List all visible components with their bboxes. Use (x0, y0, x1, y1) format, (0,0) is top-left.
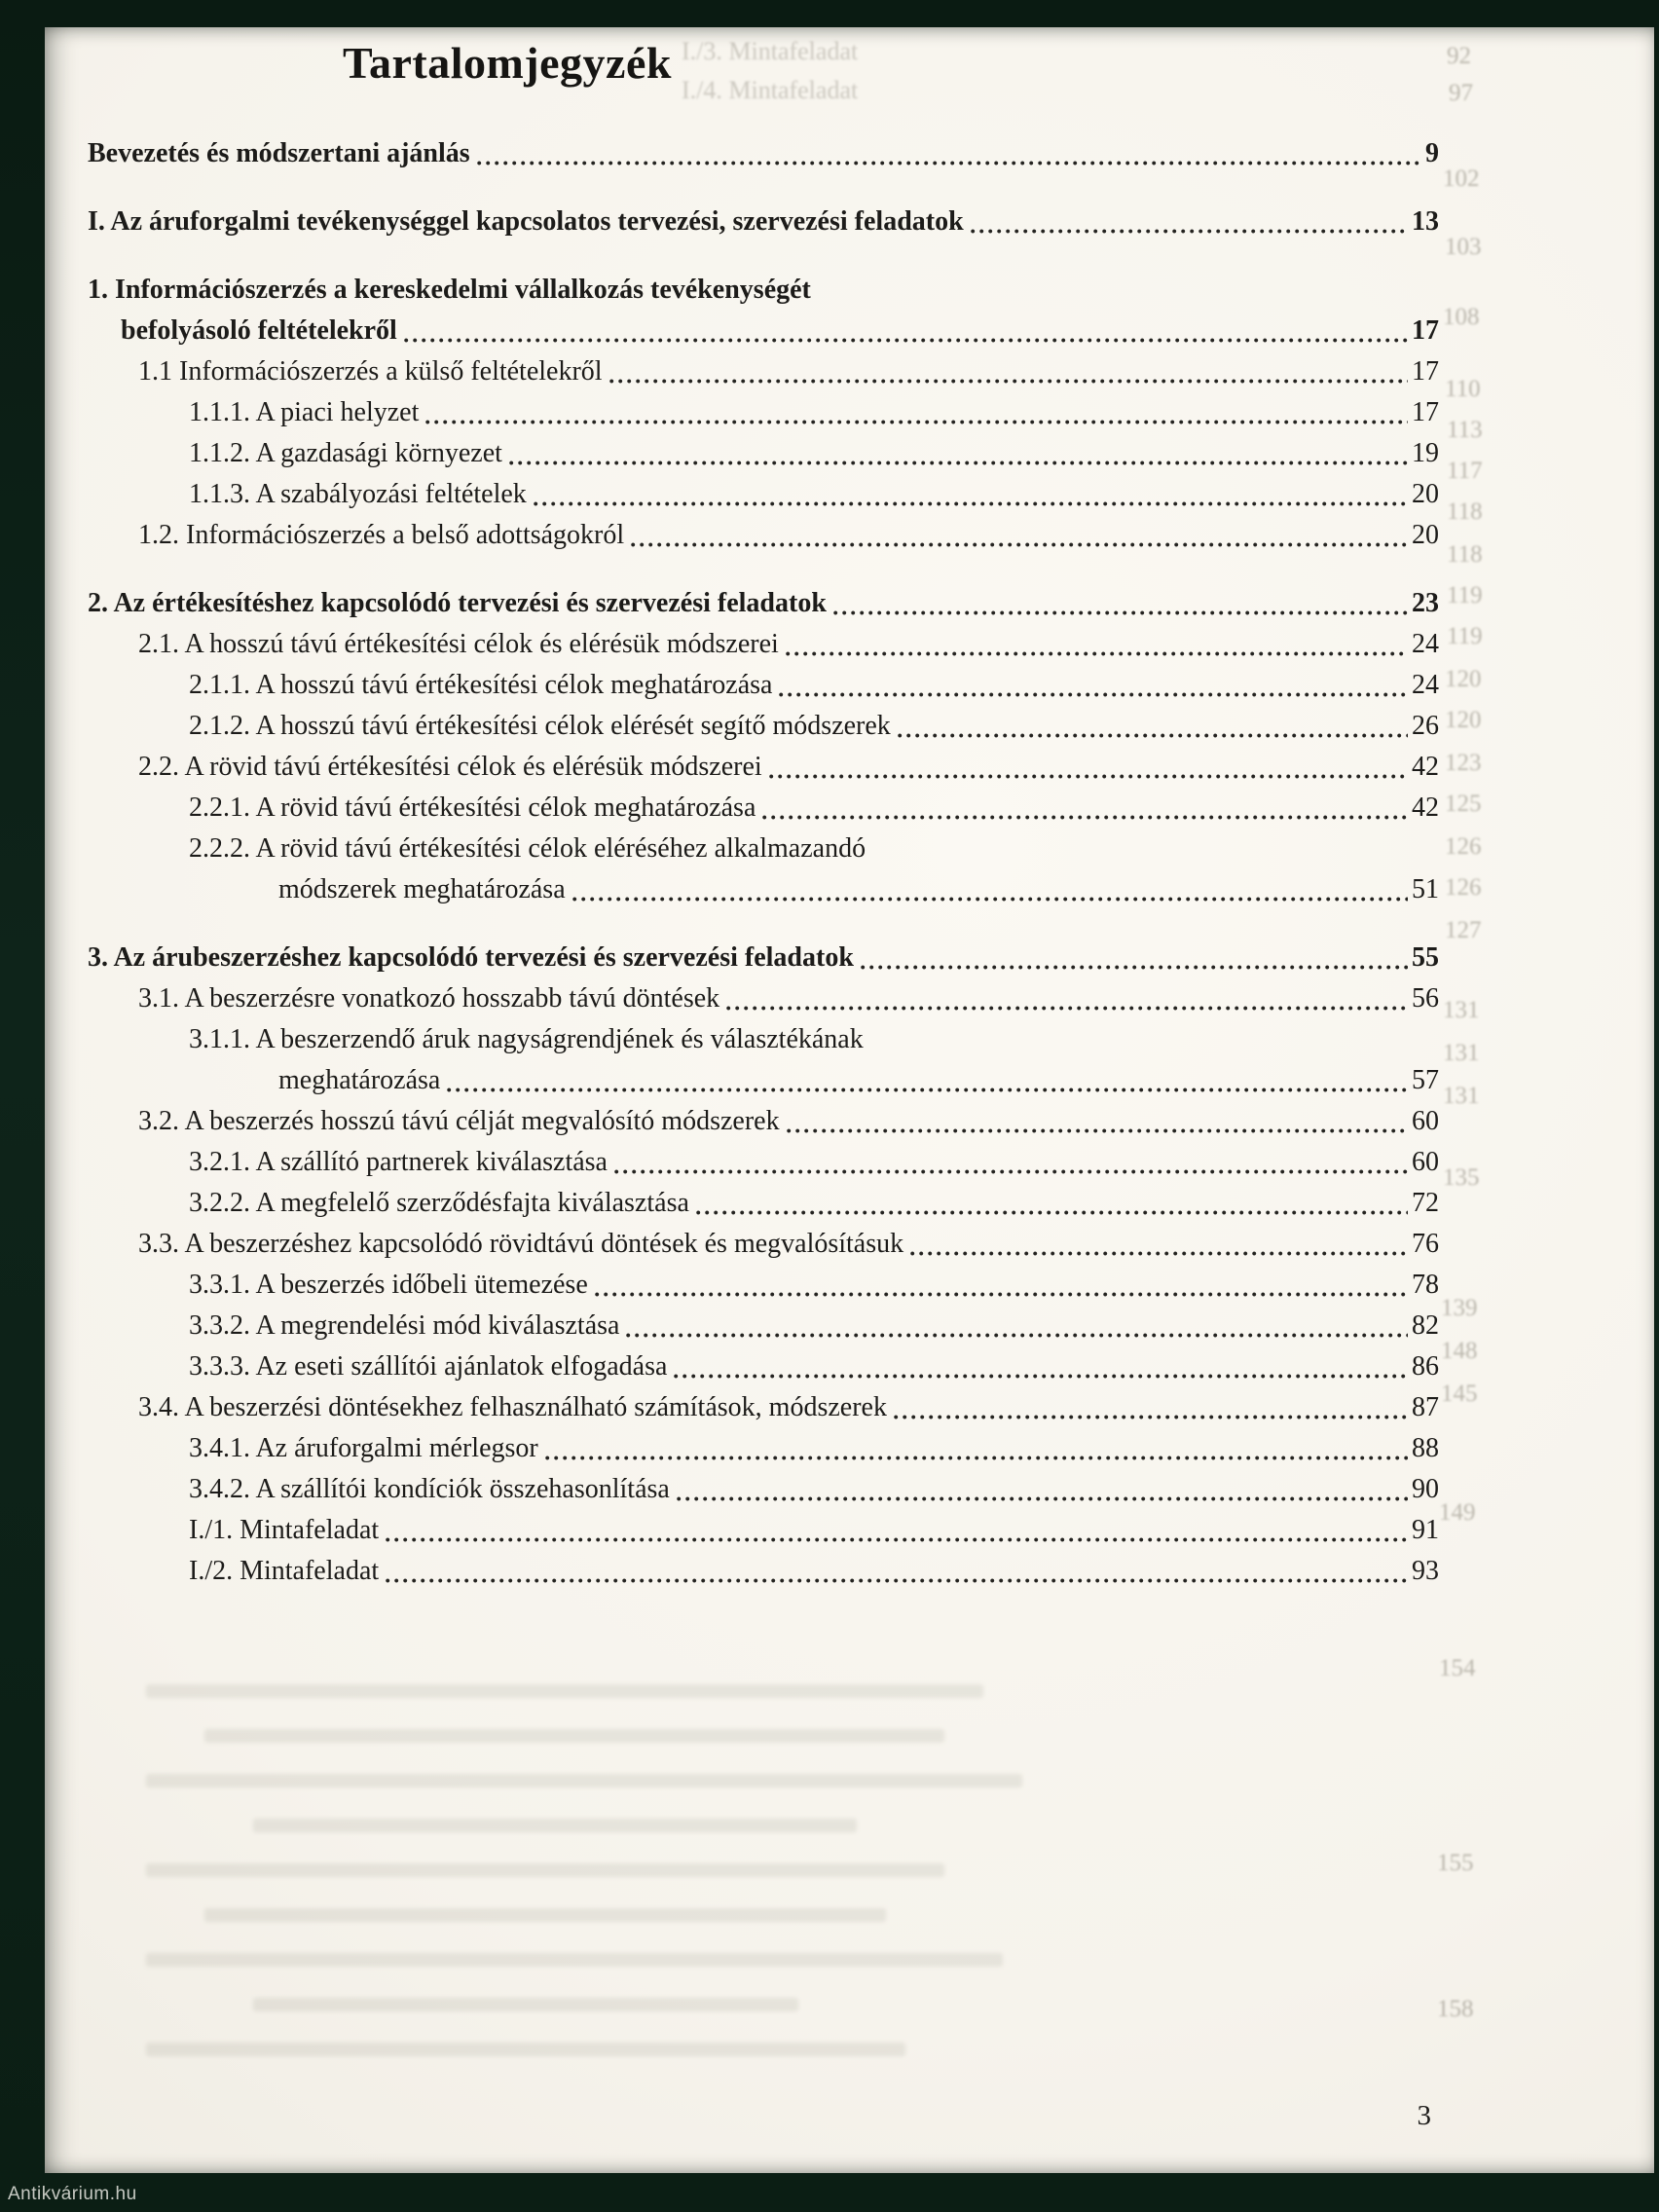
toc-entry-row (88, 624, 1439, 665)
page-number: 60 (1412, 1147, 1439, 1177)
toc-entry-text: 1.1 Információszerzés a külső feltételekről (138, 356, 603, 387)
toc-entry-text: Bevezetés és módszertani ajánlás (88, 138, 470, 168)
leader-dots (425, 420, 1408, 424)
page-number: 17 (1412, 397, 1439, 427)
toc-entry-text: befolyásoló feltételekről (121, 315, 397, 346)
toc-entry-row (88, 583, 1439, 624)
bleedthrough-number: 126 (1445, 833, 1482, 860)
page-number: 60 (1412, 1106, 1439, 1136)
leader-dots (572, 897, 1408, 902)
toc-entry-row (88, 1551, 1439, 1592)
leader-dots (861, 965, 1408, 970)
bleedthrough-number: 148 (1441, 1338, 1478, 1364)
bleedthrough-number: 126 (1445, 874, 1482, 901)
page-number: 55 (1412, 942, 1439, 973)
toc-entry-row (88, 1265, 1439, 1306)
leader-dots (898, 733, 1408, 738)
page-number: 19 (1412, 438, 1439, 468)
leader-dots (726, 1006, 1408, 1011)
toc-entry-text: 1.1.2. A gazdasági környezet (189, 438, 502, 468)
toc-entry-text: I./2. Mintafeladat (189, 1556, 380, 1586)
toc-entry-row (88, 1101, 1439, 1142)
bleedthrough-number: 131 (1443, 1083, 1480, 1109)
toc-entry-row (88, 747, 1439, 788)
leader-dots (674, 1374, 1408, 1379)
toc-entry-text: 3.3.2. A megrendelési mód kiválasztása (189, 1310, 620, 1341)
toc-entry (88, 433, 1439, 474)
toc-entry-text: 2.2. A rövid távú értékesítési célok és elérésük módszerei (138, 752, 762, 782)
page-number: 76 (1412, 1229, 1439, 1259)
toc-entry (88, 829, 1439, 910)
page-number: 24 (1412, 629, 1439, 659)
toc-entry (88, 1346, 1439, 1387)
page-number: 82 (1412, 1310, 1439, 1341)
leader-dots (386, 1537, 1408, 1542)
toc-entry (88, 202, 1439, 242)
toc-entry-row (88, 311, 1439, 351)
toc-entry (88, 474, 1439, 515)
toc-entry (88, 392, 1439, 433)
bleedthrough-number: 118 (1447, 498, 1483, 525)
toc-entry (88, 938, 1439, 978)
toc-entry-wrap-line (88, 1019, 1439, 1060)
page-number: 56 (1412, 983, 1439, 1014)
toc-entry-row (88, 665, 1439, 706)
bleedthrough-number: 97 (1449, 80, 1473, 106)
page-number: 24 (1412, 670, 1439, 700)
bleedthrough-text: I./4. Mintafeladat (682, 76, 859, 104)
leader-dots (614, 1169, 1408, 1174)
bleedthrough-number: 113 (1447, 417, 1483, 443)
toc-entry-row (88, 938, 1439, 978)
toc-entry-row (88, 978, 1439, 1019)
page-number: 91 (1412, 1515, 1439, 1545)
toc-entry-row (88, 1224, 1439, 1265)
toc-entry-row (88, 433, 1439, 474)
leader-dots (447, 1088, 1408, 1092)
leader-dots (910, 1251, 1408, 1256)
toc-entry-text: 1. Információszerzés a kereskedelmi vállalkozás tevékenységét (88, 275, 811, 305)
toc-entry-row (88, 351, 1439, 392)
leader-dots (477, 161, 1421, 166)
page-number: 90 (1412, 1474, 1439, 1504)
page-number: 13 (1412, 206, 1439, 237)
bleedthrough-number: 125 (1445, 791, 1482, 817)
page-number: 51 (1412, 874, 1439, 904)
toc-entry-text: 3.4.2. A szállítói kondíciók összehasonlítása (189, 1474, 670, 1504)
toc-entry-row (88, 1060, 1439, 1101)
toc-entry (88, 706, 1439, 747)
toc-entry-text: meghatározása (278, 1065, 441, 1095)
toc-entry-row (88, 1510, 1439, 1551)
leader-dots (787, 1128, 1408, 1133)
bleedthrough-text: I./3. Mintafeladat (682, 37, 859, 65)
page-number: 42 (1412, 752, 1439, 782)
bleedthrough-number: 110 (1445, 376, 1481, 402)
bleedthrough-number: 123 (1445, 750, 1482, 776)
toc-entry (88, 624, 1439, 665)
page-number: 57 (1412, 1065, 1439, 1095)
toc-entry (88, 1142, 1439, 1183)
bleedthrough-number: 108 (1443, 304, 1480, 330)
bleedthrough-number: 120 (1445, 666, 1482, 692)
leader-dots (545, 1456, 1408, 1460)
page-number: 23 (1412, 588, 1439, 618)
page-number: 26 (1412, 711, 1439, 741)
bleedthrough-number: 120 (1445, 707, 1482, 733)
toc-entry-text: 3.3.3. Az eseti szállítói ajánlatok elfogadása (189, 1351, 668, 1382)
toc-entry-text: 3. Az árubeszerzéshez kapcsolódó tervezési és szervezési feladatok (88, 942, 854, 973)
page-number: 87 (1412, 1392, 1439, 1422)
leader-dots (894, 1415, 1408, 1419)
page-number: 88 (1412, 1433, 1439, 1463)
bleedthrough-number: 119 (1447, 623, 1483, 649)
toc-entry-row (88, 515, 1439, 556)
toc-entry (88, 351, 1439, 392)
leader-dots (677, 1496, 1408, 1501)
bleedthrough-number: 131 (1443, 997, 1480, 1023)
bleedthrough-number: 131 (1443, 1040, 1480, 1066)
toc-content (88, 27, 1439, 1592)
bleedthrough-number: 117 (1447, 458, 1483, 484)
toc-entry-text: 1.2. Információszerzés a belső adottságokról (138, 520, 625, 550)
bleedthrough-number: 127 (1445, 917, 1482, 943)
toc-entry-wrap-line (88, 270, 1439, 311)
toc-entry-row (88, 474, 1439, 515)
page-number: 42 (1412, 793, 1439, 823)
toc-entry-text: 3.3.1. A beszerzés időbeli ütemezése (189, 1270, 588, 1300)
toc-entry (88, 1019, 1439, 1101)
leader-dots (534, 501, 1408, 506)
page-title: Tartalomjegyzék (343, 38, 672, 88)
toc-entry (88, 1428, 1439, 1469)
toc-entry-text: módszerek meghatározása (278, 874, 566, 904)
page-number: 9 (1425, 138, 1439, 168)
watermark: Antikvárium.hu (8, 2184, 137, 2204)
toc-entry (88, 1510, 1439, 1551)
bleedthrough-number: 103 (1445, 234, 1482, 260)
toc-entry (88, 1551, 1439, 1592)
toc-entry (88, 1469, 1439, 1510)
toc-entry-text: 2.1. A hosszú távú értékesítési célok és elérésük módszerei (138, 629, 779, 659)
toc-entry-text: 3.1. A beszerzésre vonatkozó hosszabb távú döntések (138, 983, 720, 1014)
toc-entry-row (88, 1306, 1439, 1346)
leader-dots (509, 461, 1408, 465)
toc-entry (88, 1387, 1439, 1428)
bleedthrough-number: 145 (1441, 1381, 1478, 1407)
toc-entry-text: 3.2. A beszerzés hosszú távú célját megvalósító módszerek (138, 1106, 780, 1136)
toc-entry-text: 3.2.1. A szállító partnerek kiválasztása (189, 1147, 608, 1177)
toc-entry-row (88, 1387, 1439, 1428)
page-number: 72 (1412, 1188, 1439, 1218)
toc-entry (88, 1306, 1439, 1346)
bleedthrough-number: 92 (1447, 43, 1471, 69)
toc-entry (88, 1265, 1439, 1306)
bleedthrough-number: 118 (1447, 541, 1483, 568)
toc-entry (88, 665, 1439, 706)
toc-entry-text: 3.4.1. Az áruforgalmi mérlegsor (189, 1433, 538, 1463)
toc-entry-row (88, 133, 1439, 174)
toc-entry-text: 2.2.1. A rövid távú értékesítési célok meghatározása (189, 793, 756, 823)
leader-dots (786, 651, 1408, 656)
toc-entry-text: 3.1.1. A beszerzendő áruk nagyságrendjének és választékának (189, 1024, 864, 1054)
toc-entry-row (88, 392, 1439, 433)
toc-entry (88, 583, 1439, 624)
toc-entry-row (88, 1428, 1439, 1469)
leader-dots (696, 1210, 1408, 1215)
toc-entry-row (88, 788, 1439, 829)
leader-dots (631, 542, 1408, 547)
toc-entry-text: 1.1.1. A piaci helyzet (189, 397, 420, 427)
footer-page-number: 3 (1417, 2100, 1431, 2131)
page-number: 78 (1412, 1270, 1439, 1300)
toc-entry-row (88, 1183, 1439, 1224)
leader-dots (971, 229, 1408, 234)
toc-entry-row (88, 1346, 1439, 1387)
toc-entry (88, 788, 1439, 829)
toc-entry-text: 2.2.2. A rövid távú értékesítési célok eléréséhez alkalmazandó (189, 833, 866, 864)
leader-dots (386, 1578, 1408, 1583)
leader-dots (762, 815, 1408, 820)
toc-entry (88, 515, 1439, 556)
toc-entry-row (88, 869, 1439, 910)
page-number: 93 (1412, 1556, 1439, 1586)
bleedthrough-number: 139 (1441, 1295, 1478, 1321)
bleedthrough-number: 149 (1439, 1499, 1476, 1526)
page-number: 17 (1412, 315, 1439, 346)
page-number: 20 (1412, 520, 1439, 550)
toc-entry (88, 1224, 1439, 1265)
leader-dots (779, 692, 1408, 697)
toc-entry-wrap-line (88, 829, 1439, 869)
toc-entry-text: I. Az áruforgalmi tevékenységgel kapcsolatos tervezési, szervezési feladatok (88, 206, 964, 237)
toc-entry-row (88, 1469, 1439, 1510)
leader-dots (609, 379, 1408, 384)
bleedthrough-number: 102 (1443, 166, 1480, 192)
toc-entry-text: 3.3. A beszerzéshez kapcsolódó rövidtávú döntések és megvalósításuk (138, 1229, 904, 1259)
leader-dots (404, 338, 1408, 343)
toc-entry-row (88, 202, 1439, 242)
toc-entry (88, 133, 1439, 174)
toc-entry-text: 2.1.2. A hosszú távú értékesítési célok elérését segítő módszerek (189, 711, 891, 741)
toc-entry-text: 3.4. A beszerzési döntésekhez felhasználható számítások, módszerek (138, 1392, 887, 1422)
toc-entry (88, 747, 1439, 788)
page-number: 20 (1412, 479, 1439, 509)
bleedthrough-number: 155 (1437, 1850, 1474, 1876)
page-number: 86 (1412, 1351, 1439, 1382)
toc-entry (88, 978, 1439, 1019)
toc-entry-text: I./1. Mintafeladat (189, 1515, 380, 1545)
toc-entry-row (88, 1142, 1439, 1183)
toc-list (88, 133, 1439, 1592)
toc-entry (88, 1183, 1439, 1224)
leader-dots (833, 610, 1408, 615)
toc-entry (88, 1101, 1439, 1142)
bleedthrough-number: 158 (1437, 1996, 1474, 2022)
toc-entry-text: 3.2.2. A megfelelő szerződésfajta kiválasztása (189, 1188, 689, 1218)
bleedthrough-number: 154 (1439, 1655, 1476, 1681)
bleedthrough-number: 135 (1443, 1164, 1480, 1191)
toc-entry-text: 2.1.1. A hosszú távú értékesítési célok meghatározása (189, 670, 773, 700)
leader-dots (626, 1333, 1408, 1338)
bleedthrough-number: 119 (1447, 582, 1483, 608)
toc-entry (88, 270, 1439, 351)
toc-entry-text: 1.1.3. A szabályozási feltételek (189, 479, 527, 509)
page-number: 17 (1412, 356, 1439, 387)
book-page (45, 27, 1654, 2173)
leader-dots (769, 774, 1408, 779)
toc-entry-text: 2. Az értékesítéshez kapcsolódó tervezési és szervezési feladatok (88, 588, 827, 618)
toc-entry-row (88, 706, 1439, 747)
leader-dots (595, 1292, 1408, 1297)
